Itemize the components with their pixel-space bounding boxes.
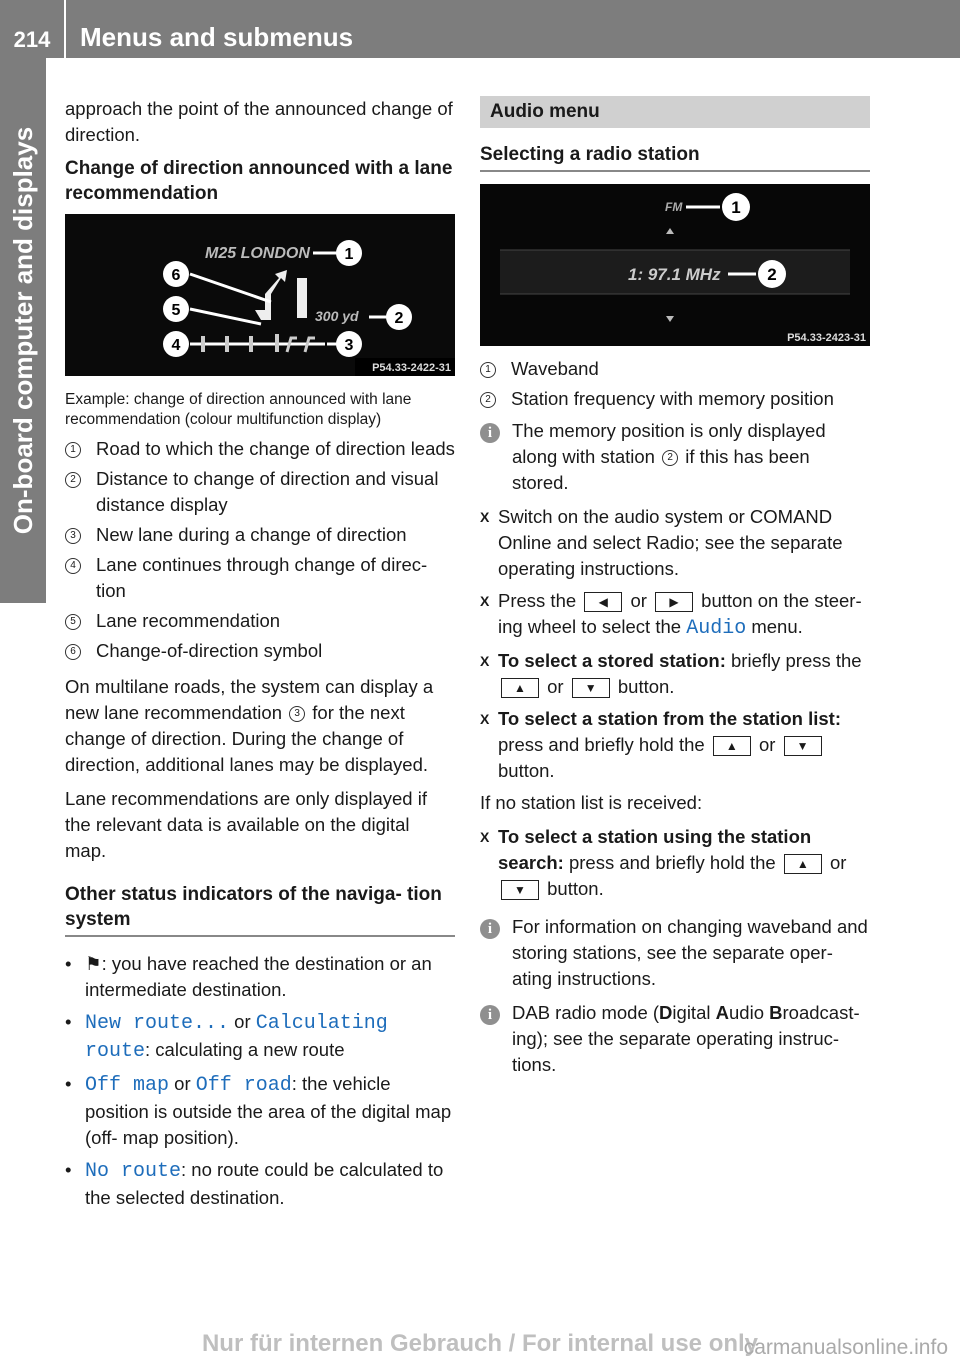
lane-data-paragraph: Lane recommendations are only displayed if the relevant data is available on the digital map. (65, 788, 427, 861)
section-title: Audio menu (480, 96, 870, 128)
step-arrow-icon: X (480, 509, 490, 525)
step-arrow-icon: X (480, 653, 490, 669)
svg-text:1: 1 (731, 198, 741, 217)
info-note: i The memory position is only displayed along with station 2 if this has been stored. (480, 418, 870, 496)
legend-item: 3 New lane during a change of direction (65, 522, 455, 548)
down-key-icon: ▼ (784, 736, 822, 756)
legend-item: 2 Station frequency with memory position (480, 386, 870, 412)
number-4-icon: 4 (65, 558, 81, 574)
header-divider (64, 0, 66, 58)
down-key-icon: ▼ (501, 880, 539, 900)
lane-paragraph: On multilane roads, the system can display a new lane recommendation 3 for the next change of direction. During the change of direction, additional lanes may be displayed. (65, 676, 434, 775)
number-6-icon: 6 (65, 644, 81, 660)
legend-item: 1 Waveband (480, 356, 870, 382)
info-icon: i (480, 423, 500, 443)
list-item: • ⚑: you have reached the destination or an intermediate destination. (65, 953, 432, 1000)
frequency-label: 1: 97.1 MHz (628, 265, 721, 284)
list-item: • Off map or Off road: the vehicle position is outside the area of the digital map (off- map position). (65, 1073, 452, 1148)
down-key-icon: ▼ (572, 678, 610, 698)
intro-text: approach the point of the announced change of direction. (65, 98, 453, 145)
instruction-step: X To select a stored station: briefly press the ▲ or ▼ button. (480, 648, 870, 700)
info-note: i For information on changing waveband and storing stations, see the separate oper- ating instructions. (480, 914, 870, 992)
heading-lane: Change of direction announced with a lane recommendation (65, 158, 453, 204)
side-tab (0, 58, 46, 603)
legend-item: 1 Road to which the change of direction leads (65, 436, 455, 462)
number-2-icon: 2 (480, 392, 496, 408)
number-2-icon: 2 (65, 472, 81, 488)
radio-display-svg (480, 184, 870, 346)
image-ref-code: P54.33-2423-31 (787, 332, 866, 344)
legend-item: 4 Lane continues through change of direc- tion (65, 552, 455, 604)
number-3-icon: 3 (289, 706, 305, 722)
left-column (65, 96, 455, 1217)
callout-3 (336, 331, 362, 357)
right-column (480, 96, 870, 1086)
image-caption: Example: change of direction announced with lane recommendation (colour multifunction display) (65, 391, 412, 428)
svg-text:2: 2 (767, 265, 777, 284)
callout-6 (163, 261, 189, 287)
svg-text:5: 5 (171, 302, 181, 319)
radio-legend (480, 356, 870, 412)
no-list-text: If no station list is received: (480, 792, 703, 813)
road-label: M25 LONDON (205, 245, 310, 262)
legend-item: 6 Change-of-direction symbol (65, 638, 455, 664)
list-item: • No route: no route could be calculated to the selected destination. (65, 1159, 444, 1208)
right-key-icon: ▶ (655, 592, 693, 612)
list-item: • New route... or Calculating route: calculating a new route (65, 1011, 388, 1063)
step-arrow-icon: X (480, 711, 490, 727)
info-icon: i (480, 919, 500, 939)
distance-label: 300 yd (315, 308, 359, 324)
page-header (0, 0, 960, 58)
left-key-icon: ◀ (584, 592, 622, 612)
radio-display-image (480, 184, 870, 346)
svg-text:2: 2 (394, 310, 404, 327)
destination-flag-icon: ⚑ (85, 953, 102, 974)
number-5-icon: 5 (65, 614, 81, 630)
instruction-step: X Press the ◀ or ▶ button on the steer- ing wheel to select the Audio menu. (480, 590, 862, 640)
number-1-icon: 1 (65, 442, 81, 458)
svg-text:3: 3 (344, 337, 354, 354)
instruction-step: X To select a station using the station search: press and briefly hold the ▲ or ▼ button. (480, 824, 870, 902)
nav-legend (65, 436, 455, 664)
svg-text:6: 6 (171, 267, 181, 284)
legend-item: 5 Lane recommendation (65, 608, 455, 634)
callout-1 (336, 240, 362, 266)
step-arrow-icon: X (480, 829, 490, 845)
instruction-step: X To select a station from the station list: press and briefly hold the ▲ or ▼ button. (480, 706, 870, 784)
subheading-radio: Selecting a radio station (480, 142, 870, 172)
footer-watermark: Nur für internen Gebrauch / For internal use only (201, 1330, 759, 1357)
heading-status: Other status indicators of the naviga- tion system (65, 882, 455, 937)
info-icon: i (480, 1005, 500, 1025)
up-key-icon: ▲ (713, 736, 751, 756)
up-key-icon: ▲ (784, 854, 822, 874)
svg-text:1: 1 (344, 246, 354, 263)
step-arrow-icon: X (480, 593, 490, 609)
nav-display-image (65, 214, 455, 376)
callout-1 (722, 193, 750, 221)
footer-site: carmanualsonline.info (743, 1336, 948, 1359)
callout-2 (758, 260, 786, 288)
page-title: Menus and submenus (80, 22, 354, 52)
instruction-step: X Switch on the audio system or COMAND Online and select Radio; see the separate operating instructions. (480, 504, 870, 582)
svg-text:4: 4 (171, 337, 181, 354)
band-label: FM (665, 200, 683, 214)
image-ref-code: P54.33-2422-31 (372, 362, 451, 374)
legend-item: 2 Distance to change of direction and visual distance display (65, 466, 455, 518)
status-list (65, 951, 455, 1211)
nav-display-svg (65, 214, 455, 376)
number-3-icon: 3 (65, 528, 81, 544)
up-key-icon: ▲ (501, 678, 539, 698)
number-1-icon: 1 (480, 362, 496, 378)
info-note: i DAB radio mode (Digital Audio Broadcast- ing); see the separate operating instruc- tions. (480, 1000, 870, 1078)
callout-2 (386, 304, 412, 330)
side-tab-label: On-board computer and displays (8, 126, 38, 535)
callout-4 (163, 331, 189, 357)
page-number: 214 (13, 27, 51, 52)
number-2-icon: 2 (662, 450, 678, 466)
callout-5 (163, 296, 189, 322)
